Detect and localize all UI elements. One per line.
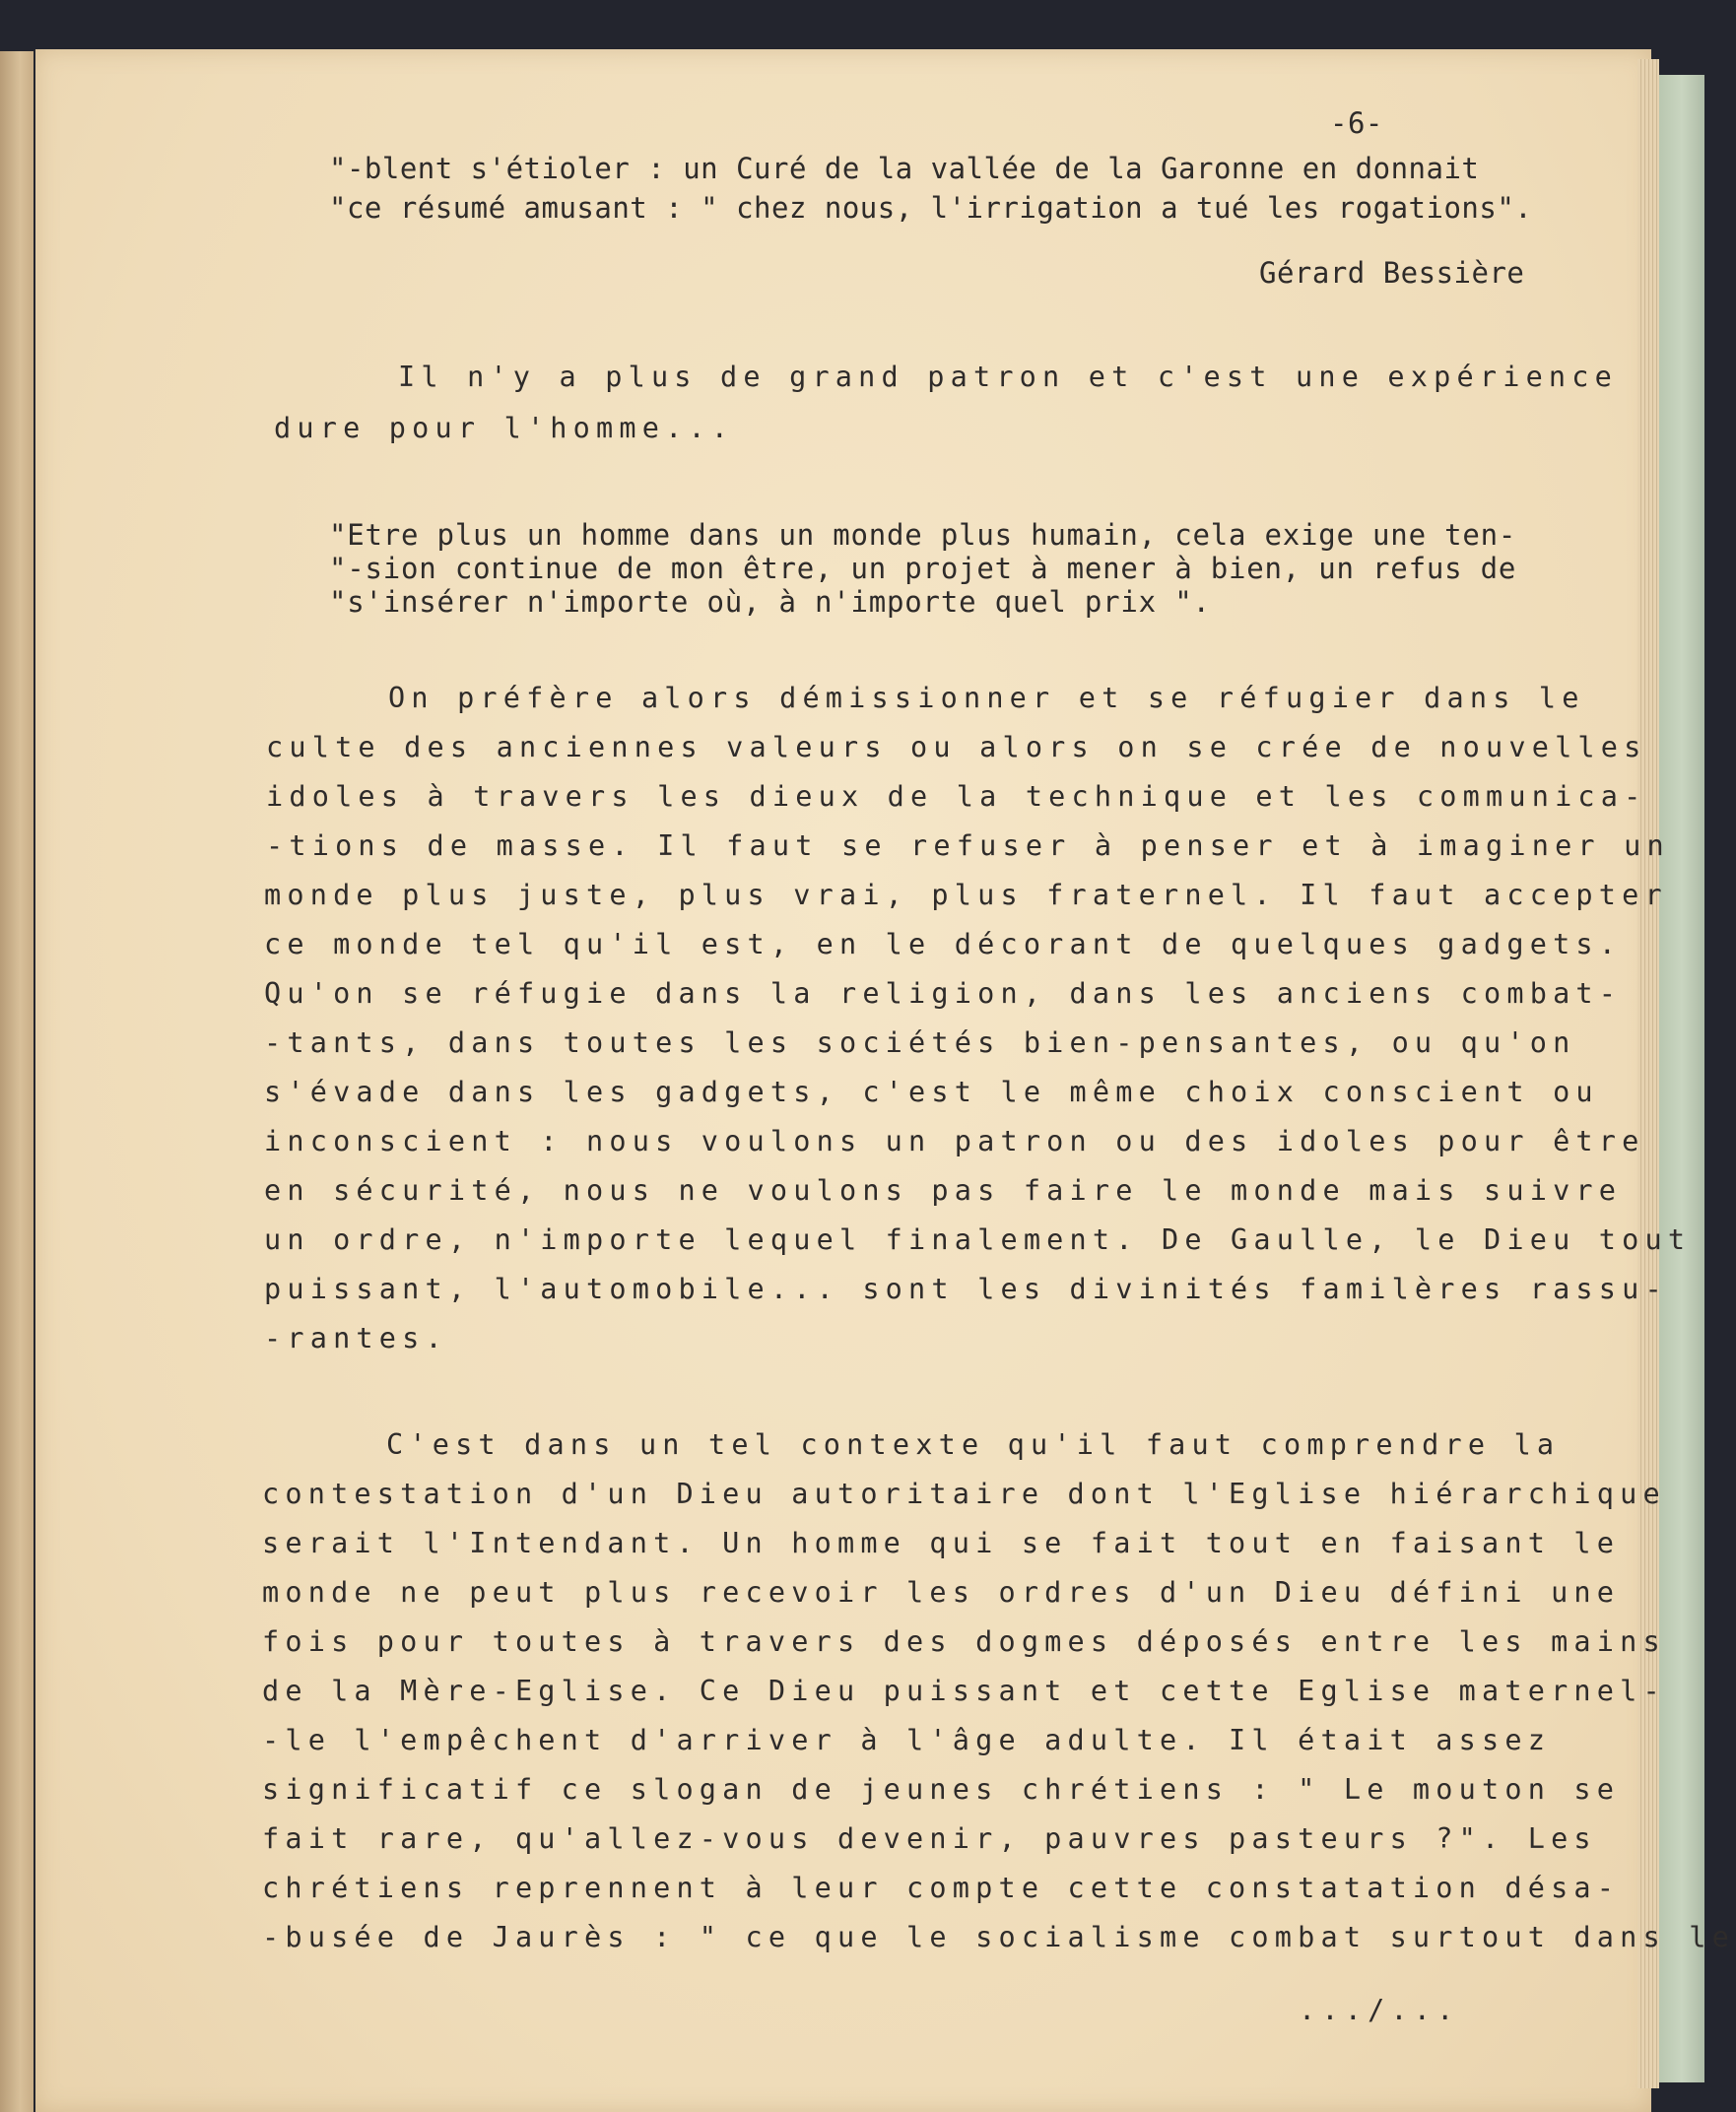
opening-quote-line: "ce résumé amusant : " chez nous, l'irrigation a tué les rogations". — [329, 191, 1533, 225]
paragraph-line: un ordre, n'importe lequel finalement. De Gaulle, le Dieu tout — [264, 1223, 1692, 1256]
page-stack-edge — [1637, 59, 1659, 2088]
paragraph-line: inconscient : nous voulons un patron ou des idoles pour être — [264, 1125, 1645, 1157]
paragraph-line: s'évade dans les gadgets, c'est le même choix conscient ou — [264, 1076, 1599, 1108]
quote-author: Gérard Bessière — [1259, 256, 1525, 290]
block-quote-line: "-sion continue de mon être, un projet à mener à bien, un refus de — [329, 552, 1517, 585]
continuation-mark: .../... — [1299, 1994, 1460, 2026]
paragraph-line: Il n'y a plus de grand patron et c'est une expérience — [398, 361, 1618, 393]
block-quote-line: "Etre plus un homme dans un monde plus humain, cela exige une ten- — [329, 518, 1517, 552]
paragraph-line: ce monde tel qu'il est, en le décorant de quelques gadgets. — [264, 928, 1623, 960]
paragraph-line: serait l'Intendant. Un homme qui se fait tout en faisant le — [262, 1527, 1621, 1559]
paragraph-line: dure pour l'homme... — [274, 412, 735, 444]
paragraph-line: On préfère alors démissionner et se réfugier dans le — [388, 682, 1585, 714]
paragraph-line: culte des anciennes valeurs ou alors on se crée de nouvelles — [266, 731, 1647, 763]
paragraph-line: -tions de masse. Il faut se refuser à penser et à imaginer un — [266, 829, 1670, 862]
paragraph-line: puissant, l'automobile... sont les divinités familères rassu- — [264, 1273, 1668, 1305]
paragraph-line: -tants, dans toutes les sociétés bien-pensantes, ou qu'on — [264, 1026, 1576, 1059]
paragraph-line: fait rare, qu'allez-vous devenir, pauvres pasteurs ?". Les — [262, 1822, 1597, 1855]
paragraph-line: monde ne peut plus recevoir les ordres d'un Dieu défini une — [262, 1576, 1621, 1609]
paragraph-line: -busée de Jaurès : " ce que le socialisme combat surtout dans le — [262, 1921, 1735, 1953]
paragraph-line: significatif ce slogan de jeunes chrétiens : " Le mouton se — [262, 1773, 1621, 1806]
paragraph-line: contestation d'un Dieu autoritaire dont l'Eglise hiérarchique — [262, 1478, 1666, 1510]
facing-page-edge — [0, 51, 33, 2112]
paragraph-line: chrétiens reprennent à leur compte cette constatation désa- — [262, 1872, 1621, 1904]
opening-quote-line: "-blent s'étioler : un Curé de la vallée de la Garonne en donnait — [329, 152, 1480, 185]
paragraph-line: en sécurité, nous ne voulons pas faire le monde mais suivre — [264, 1174, 1623, 1207]
paragraph-line: -rantes. — [264, 1322, 448, 1354]
paragraph-line: -le l'empêchent d'arriver à l'âge adulte. Il était assez — [262, 1724, 1552, 1756]
paragraph-line: monde plus juste, plus vrai, plus fraternel. Il faut accepter — [264, 879, 1668, 911]
page-number: -6- — [1330, 106, 1383, 140]
block-quote-line: "s'insérer n'importe où, à n'importe quel prix ". — [329, 585, 1211, 619]
paragraph-line: C'est dans un tel contexte qu'il faut comprendre la — [386, 1428, 1561, 1461]
cover-edge — [1659, 75, 1704, 2082]
paragraph-line: idoles à travers les dieux de la technique et les communica- — [266, 780, 1647, 813]
paragraph-line: de la Mère-Eglise. Ce Dieu puissant et cette Eglise maternel- — [262, 1675, 1666, 1707]
paragraph-line: Qu'on se réfugie dans la religion, dans les anciens combat- — [264, 977, 1623, 1010]
paragraph-line: fois pour toutes à travers des dogmes déposés entre les mains — [262, 1625, 1666, 1658]
